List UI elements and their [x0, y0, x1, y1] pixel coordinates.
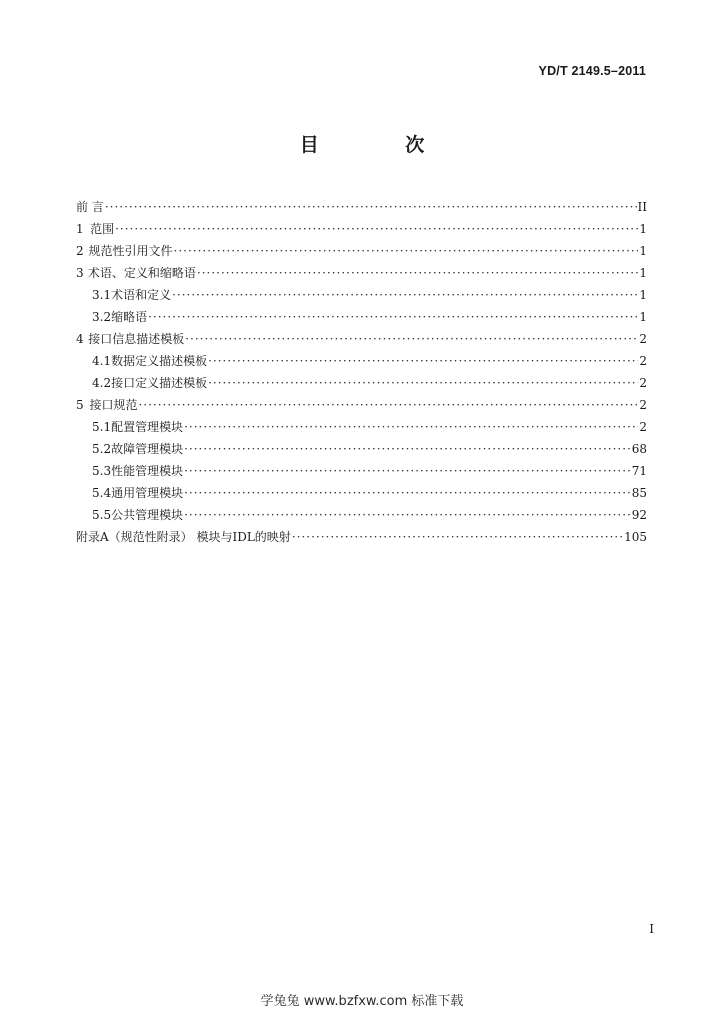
toc-dot-leader [185, 328, 638, 350]
table-of-contents [76, 196, 647, 548]
toc-entry-page: 1 [639, 222, 647, 236]
toc-entry-page: 2 [639, 332, 647, 346]
toc-entry-number: 5.2 [92, 442, 112, 456]
toc-entry-number: 4 [76, 332, 84, 346]
toc-entry-label: 配置管理模块 [111, 420, 184, 434]
toc-dot-leader [292, 526, 623, 548]
toc-entry[interactable] [76, 504, 647, 526]
toc-entry[interactable] [76, 394, 647, 416]
toc-dot-leader [184, 460, 631, 482]
standard-code: YD/T 2149.5–2011 [538, 64, 646, 78]
toc-entry-page: 2 [639, 376, 647, 390]
toc-dot-leader [184, 482, 631, 504]
toc-entry[interactable] [76, 372, 647, 394]
toc-dot-leader [208, 350, 638, 372]
toc-entry[interactable] [76, 306, 647, 328]
toc-entry[interactable] [76, 482, 647, 504]
toc-entry-label: 附录A（规范性附录） 模块与IDL的映射 [76, 530, 291, 544]
toc-dot-leader [172, 284, 638, 306]
toc-entry-page: 2 [639, 354, 647, 368]
toc-entry-number: 5.1 [92, 420, 112, 434]
toc-entry-label: 数据定义描述模板 [111, 354, 208, 368]
toc-entry-label: 术语和定义 [111, 288, 172, 302]
toc-dot-leader [174, 240, 639, 262]
toc-title: 目 次 [299, 134, 465, 156]
toc-entry-page: 1 [639, 244, 647, 258]
toc-dot-leader [138, 394, 638, 416]
toc-dot-leader [105, 196, 637, 218]
toc-entry-page: 2 [639, 420, 647, 434]
toc-entry-label: 公共管理模块 [111, 508, 184, 522]
toc-entry-label: 接口规范 [89, 398, 138, 412]
toc-entry-label: 性能管理模块 [111, 464, 184, 478]
toc-entry-number: 3 [76, 266, 84, 280]
toc-dot-leader [197, 262, 638, 284]
page-number: I [649, 922, 654, 936]
toc-entry[interactable] [76, 284, 647, 306]
toc-dot-leader [184, 438, 631, 460]
toc-dot-leader [184, 504, 631, 526]
toc-entry[interactable] [76, 262, 647, 284]
toc-entry-number: 4.1 [92, 354, 112, 368]
toc-entry-number: 3.2 [92, 310, 112, 324]
toc-entry-label: 规范性引用文件 [88, 244, 173, 258]
toc-entry-label: 术语、定义和缩略语 [87, 266, 196, 280]
toc-entry-label: 缩略语 [111, 310, 148, 324]
toc-entry-number: 1 [76, 222, 84, 236]
toc-dot-leader [184, 416, 638, 438]
toc-dot-leader [208, 372, 638, 394]
toc-entry-label: 接口信息描述模板 [88, 332, 185, 346]
toc-entry-label: 通用管理模块 [111, 486, 184, 500]
toc-entry-page: 2 [639, 398, 647, 412]
toc-entry-number: 5.3 [92, 464, 112, 478]
toc-entry-number: 5.5 [92, 508, 112, 522]
toc-dot-leader [148, 306, 638, 328]
toc-entry-number: 5 [76, 398, 84, 412]
toc-entry[interactable] [76, 196, 647, 218]
toc-dot-leader [115, 218, 638, 240]
toc-entry[interactable] [76, 328, 647, 350]
toc-entry-page: 1 [639, 310, 647, 324]
toc-entry-page: 105 [624, 530, 647, 544]
toc-entry-label: 前 言 [76, 200, 104, 214]
toc-entry[interactable] [76, 526, 647, 548]
toc-entry[interactable] [76, 218, 647, 240]
toc-entry[interactable] [76, 240, 647, 262]
toc-entry-number: 5.4 [92, 486, 112, 500]
watermark-footer: 学兔兔 www.bzfxw.com 标准下载 [260, 994, 464, 1009]
toc-entry-page: 1 [639, 288, 647, 302]
toc-entry-label: 接口定义描述模板 [111, 376, 208, 390]
toc-entry-page: 85 [631, 486, 647, 500]
toc-entry-page: 92 [631, 508, 647, 522]
toc-entry-label: 范围 [90, 222, 115, 236]
toc-entry-page: II [637, 200, 647, 214]
toc-entry[interactable] [76, 460, 647, 482]
toc-entry[interactable] [76, 350, 647, 372]
toc-entry-page: 68 [631, 442, 647, 456]
toc-entry-number: 4.2 [92, 376, 112, 390]
toc-entry-page: 1 [639, 266, 647, 280]
toc-entry[interactable] [76, 438, 647, 460]
toc-entry-number: 2 [76, 244, 84, 258]
toc-entry-label: 故障管理模块 [111, 442, 184, 456]
toc-entry[interactable] [76, 416, 647, 438]
toc-entry-number: 3.1 [92, 288, 112, 302]
toc-entry-page: 71 [631, 464, 647, 478]
